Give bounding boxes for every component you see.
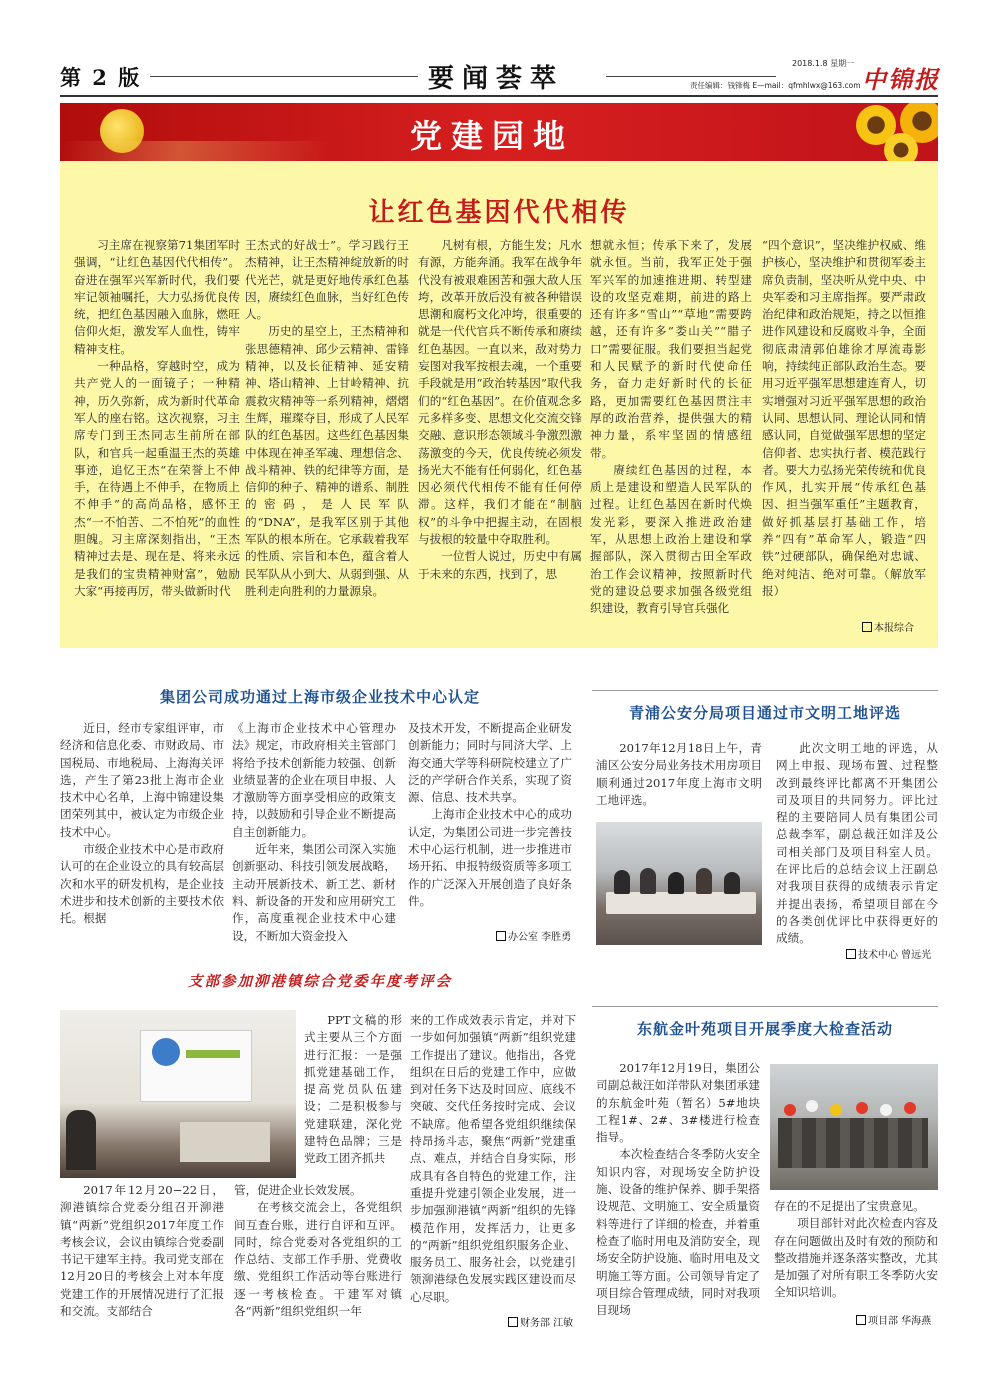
article4-byline-text: 财务部 江敏 [520, 1318, 574, 1329]
header-bottom-rule [60, 95, 938, 97]
article5-column-2 [774, 1198, 938, 1302]
section-title: 要闻荟萃 [428, 64, 565, 94]
lead-column-4 [590, 237, 752, 618]
inspection-photo [770, 1064, 938, 1190]
page-number: 第 2 版 [60, 65, 142, 90]
sunflower-decoration [850, 103, 938, 161]
lead-byline [862, 619, 914, 634]
article4-column-3 [410, 1012, 576, 1306]
lead-column-5 [762, 237, 926, 600]
article4-byline [508, 1314, 573, 1329]
lead-col1-para-2: 一种品格，穿越时空，成为共产党人的一面镜子；一种精神，历久弥新，成为新时代革命军人的座右铭。这次视察，习主席专门到王杰同志生前所在部队，和官兵一起重温王杰的英雄事迹，追忆王杰“在荣誉上不伸手，在待遇上不伸手，在物质上不伸手”的高尚品格，感怀王杰“一不怕苦、二不怕死”的血性胆魄。习主席深刻指出，“王杰精神过去是、现在是、将来永远是我们的宝贵精神财富”，勉励大家“再接再厉，带头做新时代 [74, 359, 240, 598]
article3-column-1 [596, 740, 762, 809]
article2-col3-para-1: 及技术开发，不断提高企业研发创新能力；同时与同济大学、上海交通大学等科研院校建立了广泛的产学研合作关系，实现了资源、信息、技术共享。 [408, 721, 572, 805]
article5-col1-para-2: 本次检查结合冬季防火安全知识内容，对现场安全防护设施、设备的维护保养、脚手架搭设规范、文明施工、安全质量资料等进行了详细的检查，并着重检查了临时用电及消防安全，现场安全防护设施、临时用电及文明施工等方面。公司领导肯定了项目综合管理成绩，同时对我项目现场 [596, 1147, 760, 1318]
lead-col1-para-1: 习主席在视察第71集团军时强调，“让红色基因代代相传”。奋进在强军兴军新时代，我们要牢记领袖嘱托，大力弘扬优良传统，把红色基因融入血脉，燃旺信仰火炬，激发军人血性，铸牢精神支柱。 [74, 238, 240, 356]
article4-intro-column [60, 1182, 224, 1320]
article5-col2-para-1: 存在的不足提出了宝贵意见。 [774, 1199, 925, 1213]
editor-info: 责任编辑：钱锋梅 E—mail：qfmhlwx@163.com [690, 81, 861, 90]
article2-col2-para-1: 《上海市企业技术中心管理办法》规定，市政府相关主管部门将给予技术创新能力较强、创新业绩显著的企业在项目申报、人才激励等方面享受相应的政策支持，以鼓励和引导企业不断提高自主创新能力。 [232, 721, 396, 839]
article2-col3-para-2: 上海市企业技术中心的成功认定，为集团公司进一步完善技术中心运行机制，进一步推进市场开拓、申报特级资质等多项工作的广泛深入开展创造了良好条件。 [408, 807, 572, 908]
header-rule-left [150, 76, 418, 77]
lead-col3-para-2: 一位哲人说过，历史中有属于未来的东西，找到了，思 [418, 549, 582, 581]
article3-col1-para-1: 2017年12月18日上午，青浦区公安分局业务技术用房项目顺利通过2017年度上海市文明工地评选。 [596, 741, 762, 807]
article4-mid-para-2: 在考核交流会上，各党组织间互查台账，进行自评和互评。同时，综合党委对各党组织的工作总结、支部工作手册、党费收缴、党组织工作活动等台账进行逐一考核检查。干建军对镇各“两新”组织党组织一年 [234, 1200, 402, 1319]
article2-col1-para-2: 市级企业技术中心是市政府认可的在企业设立的具有较高层次和水平的研发机构，是企业技术进步和技术创新的主要技术依托。根据 [60, 842, 224, 926]
lead-col5-para-1: “四个意识”，坚决维护权威、维护核心，坚决维护和贯彻军委主席负责制，坚决听从党中央、中央军委和习主席指挥。要严肃政治纪律和政治规矩，持之以恒推进作风建设和反腐败斗争，全面彻底肃清郭伯雄徐才厚流毒影响，持续纯正部队政治生态。要用习近平强军思想建连育人，切实增强对习近平强军思想的政治认同、思想认同、理论认同和情感认同，自觉做强军思想的坚定信仰者、忠实执行者、模范践行者。要大力弘扬光荣传统和优良作风，扎实开展“传承红色基因、担当强军重任”主题教育，做好抓基层打基础工作，培养“四有”革命军人，锻造“四铁”过硬部队，确保绝对忠诚、绝对纯洁、绝对可靠。（解放军报） [762, 238, 926, 598]
issue-date: 2018.1.8 星期一 [792, 59, 855, 68]
article2-byline [496, 928, 571, 943]
article4-headline: 支部参加泖港镇综合党委年度考评会 [188, 973, 452, 990]
lead-column-3 [418, 237, 582, 583]
article3-byline [846, 946, 931, 961]
lead-col4-para-1: 想就永恒；传承下来了，发展就永恒。当前，我军正处于强军兴军的加速推进期、转型建设的攻坚克难期，前进的路上还有许多“雪山”“草地”需要跨越，还有许多“娄山关”“腊子口”需要征服。我们要担当起党和人民赋予的新时代使命任务，奋力走好新时代的长征路，更加需要红色基因贯注丰厚的政治营养，提供强大的精神力量，系牢坚固的情感纽带。 [590, 238, 752, 460]
lead-column-2 [245, 237, 409, 600]
byline-square-icon [862, 622, 872, 632]
article2-headline: 集团公司成功通过上海市级企业技术中心认定 [159, 688, 480, 706]
header-rule-right [606, 76, 776, 77]
article4-col3-para-1: 来的工作成效表示肯定，并对下一步如何加强镇“两新”组织党建工作提出了建议。他指出，各党组织在日后的党建工作中，应做到对任务下达及时回应、底线不突破、交代任务按时完成、会议不缺席。他希望各党组织继续保持昂扬斗志，聚焦“两新”党建重点、难点，并结合自身实际，形成具有各自特色的党建工作，注重提升党建引领企业发展，进一步加强泖港镇“两新”组织的先锋模范作用，发挥活力，让更多的“两新”组织党组织服务企业、服务员工、服务社会，以党建引领泖港绿色发展实践区建设而尽心尽职。 [410, 1013, 576, 1304]
flag-ribbon [60, 141, 360, 161]
lead-column-1 [74, 237, 240, 600]
article3-col2-para-1: 此次文明工地的评选，从网上申报、现场布置、过程整改到最终评比都离不开集团公司及项目的共同努力。评比过程的主要陪同人员有集团公司总裁李军，副总裁汪如洋及公司相关部门及项目科室人员。在评比后的总结会议上汪副总对我项目获得的成绩表示肯定并提出表扬，希望项目部在今的各类创优评比中获得更好的成绩。 [776, 741, 938, 946]
article3-byline-text: 技术中心 曾远光 [858, 950, 932, 961]
article2-byline-text: 办公室 李胜勇 [508, 932, 572, 943]
article3-rule [592, 690, 938, 691]
article4-mid-para-1: 管，促进企业长效发展。 [234, 1183, 362, 1197]
lead-col2-para-1: 王杰式的好战士”。学习践行王杰精神，让王杰精神绽放新的时代光芒，就是更好地传承红色基因，赓续红色血脉，当好红色传人。 [245, 238, 409, 322]
article2-column-1 [60, 720, 224, 928]
meeting-photo [596, 822, 762, 945]
article2-column-2 [232, 720, 396, 945]
article5-byline-text: 项目部 华海燕 [868, 1316, 932, 1327]
article4-wrap-para: PPT文稿的形式主要从三个方面进行汇报：一是强抓党建基础工作，提高党员队伍建设；二是积极参与党建联建，深化党建特色品牌；三是党政工团齐抓共 [304, 1013, 402, 1166]
article5-rule [592, 1006, 938, 1007]
article5-byline [856, 1312, 931, 1327]
article4-mid-column [234, 1182, 402, 1320]
lead-byline-text: 本报综合 [874, 623, 914, 634]
lead-col2-para-2: 历史的星空上，王杰精神和张思德精神、邱少云精神、雷锋精神，以及长征精神、延安精神、塔山精神、上甘岭精神、抗震救灾精神等一系列精神，熠熠生辉，璀璨夺目，形成了人民军队的红色基因。这些红色基因集中体现在神圣军魂、理想信念、战斗精神、铁的纪律等方面，是信仰的种子、精神的谱系、制胜的密码，是人民军队的“DNA”，是我军区别于其他军队的根本所在。它承载着我军的性质、宗旨和本色，蕴含着人民军队从小到大、从弱到强、从胜利走向胜利的力量源泉。 [245, 324, 409, 598]
article5-column-1 [596, 1060, 760, 1319]
article3-headline: 青浦公安分局项目通过市文明工地评选 [628, 704, 901, 722]
lead-headline: 让红色基因代代相传 [368, 198, 630, 228]
party-meeting-photo [60, 1010, 296, 1178]
party-banner [60, 103, 938, 161]
article5-col2-para-2: 项目部针对此次检查内容及存在问题做出及时有效的预防和整改措施并逐条落实整改，尤其是加强了对所有职工冬季防火安全知识培训。 [774, 1216, 938, 1300]
article5-col1-para-1: 2017年12月19日，集团公司副总裁汪如洋带队对集团承建的东航金叶苑（暂名）5#地块工程1#、2#、3#楼进行检查指导。 [596, 1061, 760, 1145]
article4-intro-para: 2017年12月20−22日，泖港镇综合党委分组召开泖港镇“两新”党组织2017年度工作考核会议，会议由镇综合党委副书记干建军主持。我司党支部在12月20日的考核会上对本年度党建工作的开展情况进行了汇报和交流。支部结合 [60, 1183, 224, 1319]
article4-wrap-column [304, 1012, 402, 1168]
byline-square-icon [846, 949, 856, 959]
byline-square-icon [508, 1317, 518, 1327]
paper-logo: 中锦报 [862, 65, 940, 94]
article2-column-3 [408, 720, 572, 910]
byline-square-icon [496, 931, 506, 941]
article3-column-2 [776, 740, 938, 948]
lead-col4-para-2: 赓续红色基因的过程，本质上是建设和塑造人民军队的过程。让红色基因在新时代焕发光彩，要深入推进政治建军，从思想上政治上建设和掌握部队，深入贯彻古田全军政治工作会议精神，按照新时代党的建设总要求加强各级党组织建设，教育引导官兵强化 [590, 462, 752, 616]
article2-col1-para-1: 近日，经市专家组评审，市经济和信息化委、市财政局、市国税局、市地税局、上海海关评选，产生了第23批上海市企业技术中心名单，上海中锦建设集团荣列其中，被认定为市级企业技术中心。 [60, 721, 224, 839]
article5-headline: 东航金叶苑项目开展季度大检查活动 [636, 1020, 893, 1038]
banner-title: 党建园地 [410, 117, 575, 155]
article2-col2-para-2: 近年来，集团公司深入实施创新驱动、科技引领发展战略，主动开展新技术、新工艺、新材料、新设备的开发和应用研究工作，高度重视企业技术中心建设，不断加大资金投入 [232, 842, 396, 943]
lead-col3-para-1: 凡树有根，方能生发；凡水有源，方能奔涌。我军在战争年代没有被艰难困苦和强大敌人压垮，改革开放后没有被各种错误思潮和腐朽文化冲垮，很重要的就是一代代官兵不断传承和赓续红色基因。一直以来，敌对势力妄图对我军按根去魂，一个重要手段就是用“政治转基因”取代我们的“红色基因”。在价值观念多元多样多变、思想文化交流交锋交融、意识形态领域斗争激烈激荡激变的今天，优良传统必须发扬光大不能有任何弱化，红色基因必须代代相传不能有任何停滞。这样，我们才能在“制脑权”的斗争中把握主动，在固根与拔根的较量中夺取胜利。 [418, 238, 582, 547]
byline-square-icon [856, 1315, 866, 1325]
